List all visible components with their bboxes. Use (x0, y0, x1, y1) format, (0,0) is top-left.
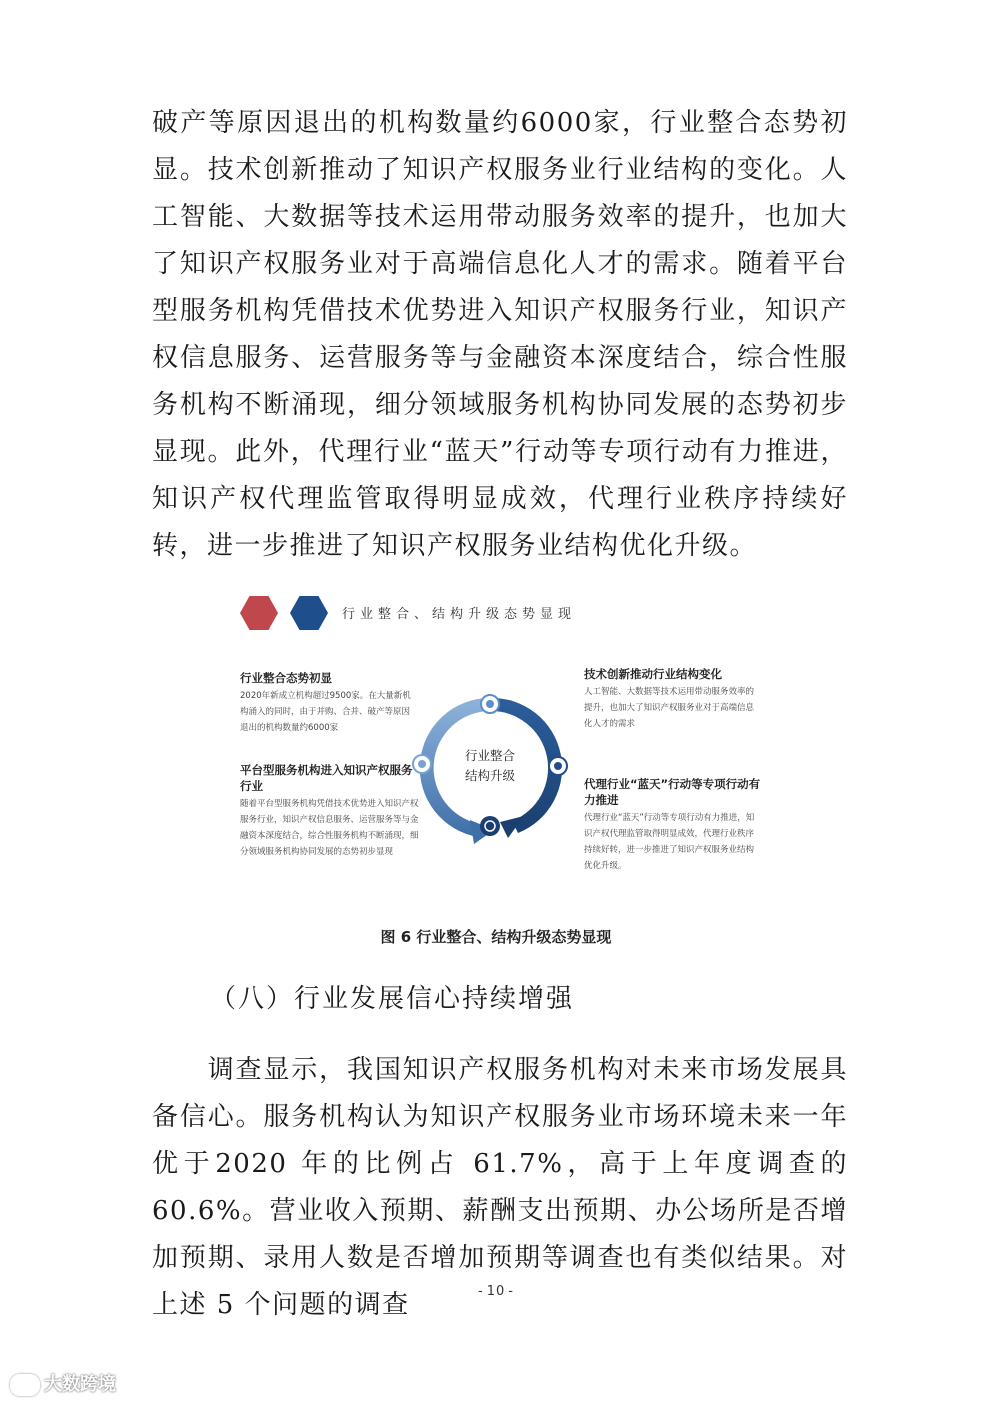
watermark-text: 大数跨境 (44, 1374, 116, 1395)
block-tech-innovation-text: 人工智能、大数据等技术运用带动服务效率的提升，也加大了知识产权服务业对于高端信息化人才的需求 (584, 687, 755, 729)
block-integration-title: 行业整合态势初显 (240, 671, 332, 685)
block-tech-innovation (584, 666, 762, 732)
block-platform (240, 762, 420, 860)
watermark-logo-icon (10, 1374, 40, 1396)
block-blue-sky-title: 代理行业“蓝天”行动等专项行动有力推进 (584, 777, 761, 807)
block-blue-sky (584, 776, 762, 874)
watermark (10, 1370, 116, 1396)
figure-industry-integration (230, 588, 770, 888)
block-integration-text: 2020年新成立机构超过9500家。在大量新机构涌入的同时，由于并购、合并、破产等原因退出的机构数量约6000家 (240, 691, 411, 733)
cycle-center-label (440, 746, 540, 786)
body-paragraph-bottom: 调查显示，我国知识产权服务机构对未来市场发展具备信心。服务机构认为知识产权服务业市场环境未来一年优于2020 年的比例占 61.7%，高于上年度调查的 60.6%。营业收入预期、薪酬支出预期、办公场所是否增加预期、录用人数是否增加预期等调查也有类似结果。对上述 5 个问题的调查 (152, 1055, 848, 1320)
page-number-value: 10 (486, 1284, 506, 1299)
figure-caption: 图 6 行业整合、结构升级态势显现 (380, 928, 612, 946)
figure-title: 行业整合、结构升级态势显现 (342, 607, 577, 622)
body-paragraph-top: 破产等原因退出的机构数量约6000家，行业整合态势初显。技术创新推动了知识产权服务业行业结构的变化。人工智能、大数据等技术运用带动服务效率的提升，也加大了知识产权服务业对于高端信息化人才的需求。随着平台型服务机构凭借技术优势进入知识产权服务行业，知识产权信息服务、运营服务等与金融资本深度结合，综合性服务机构不断涌现，细分领域服务机构协同发展的态势初步显现。此外，代理行业“蓝天”行动等专项行动有力推进，知识产权代理监管取得明显成效，代理行业秩序持续好转，进一步推进了知识产权服务业结构优化升级。 (152, 108, 848, 561)
block-platform-title: 平台型服务机构进入知识产权服务行业 (240, 763, 413, 793)
block-integration (240, 670, 415, 736)
blue-hexagon-icon (290, 596, 328, 630)
block-tech-innovation-title: 技术创新推动行业结构变化 (584, 667, 722, 681)
center-label-line2: 结构升级 (464, 768, 515, 783)
center-label-line1: 行业整合 (464, 748, 515, 763)
block-blue-sky-text: 代理行业“蓝天”行动等专项行动有力推进，知识产权代理监管取得明显成效，代理行业秩序持续好转，进一步推进了知识产权服务业结构优化升级。 (584, 813, 755, 871)
page-number: - 10 - (478, 1284, 514, 1299)
block-platform-text: 随着平台型服务机构凭借技术优势进入知识产权服务行业，知识产权信息服务、运营服务等与金融资本深度结合，综合性服务机构不断涌现，细分领域服务机构协同发展的态势初步显现 (240, 799, 419, 857)
section-heading: （八）行业发展信心持续增强 (210, 984, 575, 1014)
red-hexagon-icon (240, 596, 278, 630)
node-bottom-icon (480, 816, 500, 836)
